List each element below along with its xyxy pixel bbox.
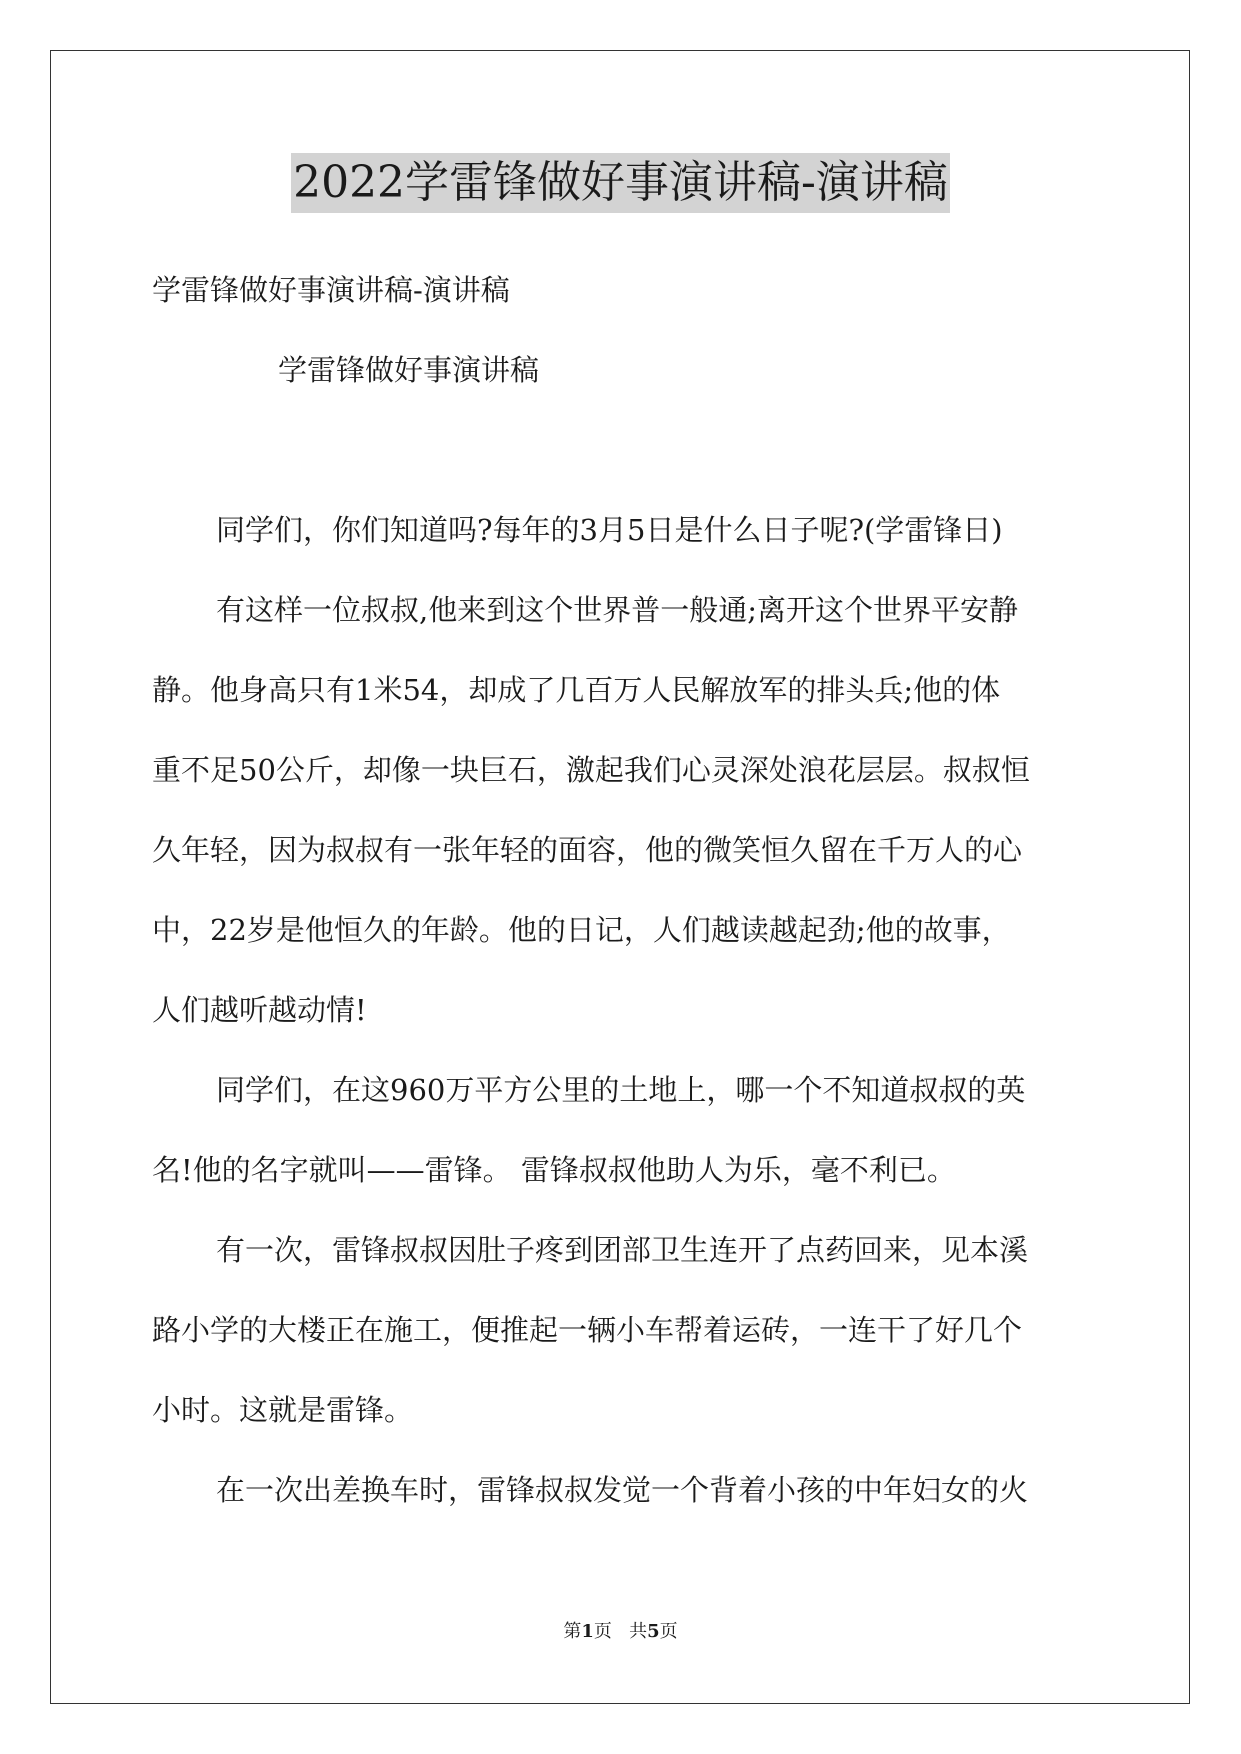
body-line: 名!他的名字就叫——雷锋。 雷锋叔叔他助人为乐，毫不利已。 [152,1153,956,1187]
total-label-prefix: 共 [629,1621,648,1642]
body-line: 同学们，在这960万平方公里的土地上，哪一个不知道叔叔的英 [216,1073,1026,1107]
body-line: 静。他身高只有1米54，却成了几百万人民解放军的排头兵;他的体 [152,673,1001,707]
body-line: 人们越听越动情! [152,993,367,1027]
document-subtitle: 学雷锋做好事演讲稿-演讲稿 [152,273,510,307]
body-line: 在一次出差换车时，雷锋叔叔发觉一个背着小孩的中年妇女的火 [216,1473,1029,1507]
total-label-suffix: 页 [659,1621,678,1642]
body-line: 同学们，你们知道吗?每年的3月5日是什么日子呢?(学雷锋日) [216,513,1003,547]
page-footer [0,1620,1241,1644]
body-line: 有这样一位叔叔,他来到这个世界普一般通;离开这个世界平安静 [216,593,1018,627]
document-title-wrapper [0,153,1241,213]
page-number: 1 [581,1621,594,1642]
speech-heading: 学雷锋做好事演讲稿 [278,353,540,387]
body-line: 路小学的大楼正在施工，便推起一辆小车帮着运砖，一连干了好几个 [152,1313,1023,1347]
body-line: 有一次，雷锋叔叔因肚子疼到团部卫生连开了点药回来，见本溪 [216,1233,1029,1267]
total-pages: 5 [647,1621,660,1642]
page-label-prefix: 第 [563,1621,582,1642]
page-label-suffix: 页 [593,1621,612,1642]
document-body [152,510,1092,1550]
body-line: 久年轻，因为叔叔有一张年轻的面容，他的微笑恒久留在千万人的心 [152,833,1023,867]
body-line: 中，22岁是他恒久的年龄。他的日记，人们越读越起劲;他的故事， [152,913,1011,947]
document-title: 2022学雷锋做好事演讲稿-演讲稿 [291,153,950,213]
body-line: 重不足50公斤，却像一块巨石，激起我们心灵深处浪花层层。叔叔恒 [152,753,1030,787]
body-line: 小时。这就是雷锋。 [152,1393,414,1427]
